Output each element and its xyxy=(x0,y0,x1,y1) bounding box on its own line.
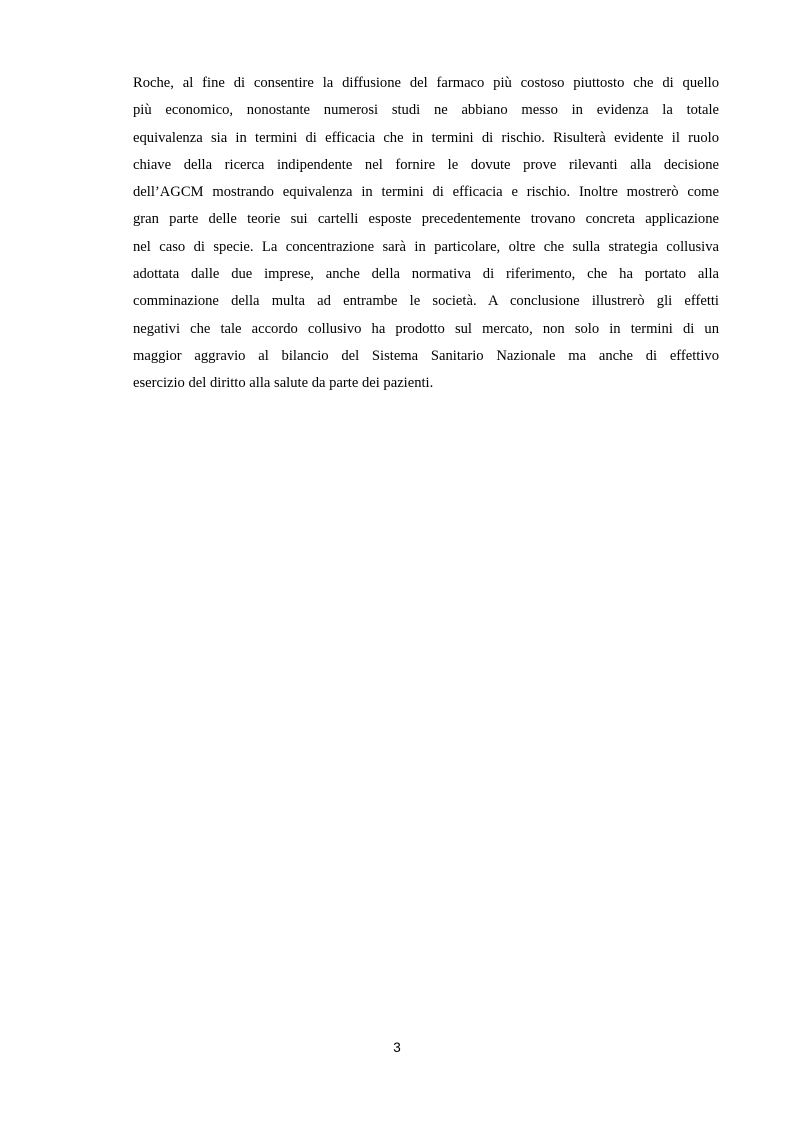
page-number: 3 xyxy=(393,1040,401,1055)
paragraph-line: negativi che tale accordo collusivo ha prodotto sul mercato, non solo in termini di un xyxy=(133,320,719,337)
paragraph-line: nel caso di specie. La concentrazione sarà in particolare, oltre che sulla strategia collusiva xyxy=(133,238,719,255)
paragraph-line: maggior aggravio al bilancio del Sistema Sanitario Nazionale ma anche di effettivo xyxy=(133,347,719,364)
paragraph-line: più economico, nonostante numerosi studi ne abbiano messo in evidenza la totale xyxy=(133,102,719,119)
paragraph-line: adottata dalle due imprese, anche della normativa di riferimento, che ha portato alla xyxy=(133,266,719,283)
paragraph-line: dell’AGCM mostrando equivalenza in termini di efficacia e rischio. Inoltre mostrerò come xyxy=(133,184,719,201)
paragraph-line: gran parte delle teorie sui cartelli esposte precedentemente trovano concreta applicazione xyxy=(133,211,719,228)
paragraph-line: comminazione della multa ad entrambe le società. A conclusione illustrerò gli effetti xyxy=(133,293,719,310)
body-paragraph xyxy=(133,70,719,398)
paragraph-line: esercizio del diritto alla salute da parte dei pazienti. xyxy=(133,375,434,392)
paragraph-line: Roche, al fine di consentire la diffusione del farmaco più costoso piuttosto che di quello xyxy=(133,75,719,91)
paragraph-line: chiave della ricerca indipendente nel fornire le dovute prove rilevanti alla decisione xyxy=(133,156,719,173)
paragraph-line: equivalenza sia in termini di efficacia che in termini di rischio. Risulterà evidente il ruolo xyxy=(133,129,719,146)
